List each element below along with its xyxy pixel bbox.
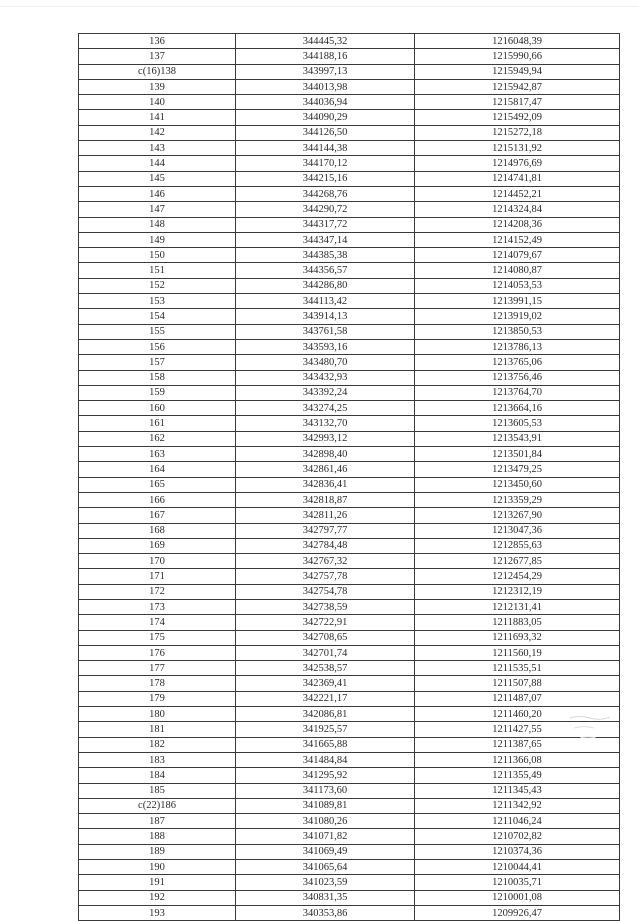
y-coordinate-cell: 1213359,29 <box>415 492 620 507</box>
point-number-cell: 192 <box>79 890 236 905</box>
y-coordinate-cell: 1211366,08 <box>415 752 620 767</box>
table-row <box>79 141 620 156</box>
y-coordinate-cell: 1213850,53 <box>415 324 620 339</box>
x-coordinate-cell: 342708,65 <box>236 630 415 645</box>
y-coordinate-cell: 1211345,43 <box>415 783 620 798</box>
table-row <box>79 829 620 844</box>
point-number-cell: 169 <box>79 538 236 553</box>
table-row <box>79 95 620 110</box>
point-number-cell: 149 <box>79 232 236 247</box>
y-coordinate-cell: 1214152,49 <box>415 232 620 247</box>
x-coordinate-cell: 342861,46 <box>236 462 415 477</box>
point-number-cell: 137 <box>79 49 236 64</box>
table-row <box>79 691 620 706</box>
x-coordinate-cell: 343914,13 <box>236 309 415 324</box>
point-number-cell: 161 <box>79 416 236 431</box>
y-coordinate-cell: 1212855,63 <box>415 538 620 553</box>
point-number-cell: 176 <box>79 645 236 660</box>
x-coordinate-cell: 344286,80 <box>236 278 415 293</box>
y-coordinate-cell: 1209926,47 <box>415 905 620 920</box>
table-row <box>79 477 620 492</box>
point-number-cell: 152 <box>79 278 236 293</box>
x-coordinate-cell: 341069,49 <box>236 844 415 859</box>
x-coordinate-cell: 342086,81 <box>236 707 415 722</box>
x-coordinate-cell: 344385,38 <box>236 248 415 263</box>
point-number-cell: 143 <box>79 141 236 156</box>
point-number-cell: 145 <box>79 171 236 186</box>
x-coordinate-cell: 343480,70 <box>236 355 415 370</box>
y-coordinate-cell: 1215942,87 <box>415 79 620 94</box>
point-number-cell: 147 <box>79 202 236 217</box>
x-coordinate-cell: 344090,29 <box>236 110 415 125</box>
point-number-cell: 158 <box>79 370 236 385</box>
y-coordinate-cell: 1211046,24 <box>415 814 620 829</box>
point-number-cell: 165 <box>79 477 236 492</box>
table-row <box>79 339 620 354</box>
point-number-cell: 140 <box>79 95 236 110</box>
point-number-cell: 193 <box>79 905 236 920</box>
table-row <box>79 538 620 553</box>
table-row <box>79 630 620 645</box>
x-coordinate-cell: 342701,74 <box>236 645 415 660</box>
y-coordinate-cell: 1214324,84 <box>415 202 620 217</box>
page-top-edge <box>0 0 639 7</box>
point-number-cell: 144 <box>79 156 236 171</box>
table-row <box>79 798 620 813</box>
table-row <box>79 232 620 247</box>
y-coordinate-cell: 1213543,91 <box>415 431 620 446</box>
x-coordinate-cell: 341484,84 <box>236 752 415 767</box>
x-coordinate-cell: 343432,93 <box>236 370 415 385</box>
point-number-cell: 174 <box>79 615 236 630</box>
y-coordinate-cell: 1216048,39 <box>415 34 620 49</box>
table-row <box>79 217 620 232</box>
y-coordinate-cell: 1211693,32 <box>415 630 620 645</box>
table-row <box>79 844 620 859</box>
y-coordinate-cell: 1211487,07 <box>415 691 620 706</box>
y-coordinate-cell: 1214976,69 <box>415 156 620 171</box>
y-coordinate-cell: 1213450,60 <box>415 477 620 492</box>
table-row <box>79 263 620 278</box>
table-row <box>79 523 620 538</box>
y-coordinate-cell: 1212131,41 <box>415 599 620 614</box>
table-row <box>79 186 620 201</box>
table-row <box>79 355 620 370</box>
table-row <box>79 890 620 905</box>
point-number-cell: 150 <box>79 248 236 263</box>
point-number-cell: 177 <box>79 661 236 676</box>
x-coordinate-cell: 341089,81 <box>236 798 415 813</box>
x-coordinate-cell: 343132,70 <box>236 416 415 431</box>
x-coordinate-cell: 342993,12 <box>236 431 415 446</box>
table-row <box>79 202 620 217</box>
table-row <box>79 875 620 890</box>
coordinates-table <box>78 33 620 921</box>
point-number-cell: 167 <box>79 508 236 523</box>
point-number-cell: c(16)138 <box>79 64 236 79</box>
table-row <box>79 248 620 263</box>
y-coordinate-cell: 1211460,20 <box>415 707 620 722</box>
y-coordinate-cell: 1213479,25 <box>415 462 620 477</box>
table-row <box>79 569 620 584</box>
point-number-cell: 160 <box>79 401 236 416</box>
x-coordinate-cell: 342757,78 <box>236 569 415 584</box>
x-coordinate-cell: 344268,76 <box>236 186 415 201</box>
y-coordinate-cell: 1211883,05 <box>415 615 620 630</box>
point-number-cell: 175 <box>79 630 236 645</box>
table-row <box>79 752 620 767</box>
table-row <box>79 294 620 309</box>
point-number-cell: 166 <box>79 492 236 507</box>
point-number-cell: 183 <box>79 752 236 767</box>
x-coordinate-cell: 342738,59 <box>236 599 415 614</box>
y-coordinate-cell: 1215949,94 <box>415 64 620 79</box>
table-row <box>79 615 620 630</box>
table-row <box>79 34 620 49</box>
x-coordinate-cell: 340831,35 <box>236 890 415 905</box>
table-row <box>79 676 620 691</box>
y-coordinate-cell: 1211507,88 <box>415 676 620 691</box>
point-number-cell: 190 <box>79 860 236 875</box>
table-row <box>79 645 620 660</box>
point-number-cell: 191 <box>79 875 236 890</box>
table-row <box>79 278 620 293</box>
y-coordinate-cell: 1211355,49 <box>415 768 620 783</box>
y-coordinate-cell: 1210035,71 <box>415 875 620 890</box>
table-row <box>79 171 620 186</box>
x-coordinate-cell: 343593,16 <box>236 339 415 354</box>
point-number-cell: 148 <box>79 217 236 232</box>
point-number-cell: 181 <box>79 722 236 737</box>
point-number-cell: 153 <box>79 294 236 309</box>
table-row <box>79 554 620 569</box>
y-coordinate-cell: 1212312,19 <box>415 584 620 599</box>
x-coordinate-cell: 344356,57 <box>236 263 415 278</box>
point-number-cell: 180 <box>79 707 236 722</box>
margin-pencil-mark <box>566 712 612 742</box>
y-coordinate-cell: 1213786,13 <box>415 339 620 354</box>
y-coordinate-cell: 1210374,36 <box>415 844 620 859</box>
x-coordinate-cell: 344144,38 <box>236 141 415 156</box>
table-row <box>79 64 620 79</box>
table-row <box>79 707 620 722</box>
point-number-cell: 164 <box>79 462 236 477</box>
x-coordinate-cell: 342784,48 <box>236 538 415 553</box>
table-row <box>79 783 620 798</box>
x-coordinate-cell: 342754,78 <box>236 584 415 599</box>
point-number-cell: 188 <box>79 829 236 844</box>
y-coordinate-cell: 1213501,84 <box>415 447 620 462</box>
point-number-cell: 136 <box>79 34 236 49</box>
table-row <box>79 737 620 752</box>
x-coordinate-cell: 340353,86 <box>236 905 415 920</box>
y-coordinate-cell: 1211535,51 <box>415 661 620 676</box>
table-row <box>79 722 620 737</box>
point-number-cell: 141 <box>79 110 236 125</box>
x-coordinate-cell: 342818,87 <box>236 492 415 507</box>
table-row <box>79 508 620 523</box>
table-row <box>79 49 620 64</box>
x-coordinate-cell: 344347,14 <box>236 232 415 247</box>
point-number-cell: 139 <box>79 79 236 94</box>
x-coordinate-cell: 343274,25 <box>236 401 415 416</box>
y-coordinate-cell: 1214208,36 <box>415 217 620 232</box>
table-row <box>79 309 620 324</box>
point-number-cell: 156 <box>79 339 236 354</box>
x-coordinate-cell: 342722,91 <box>236 615 415 630</box>
x-coordinate-cell: 341173,60 <box>236 783 415 798</box>
y-coordinate-cell: 1210001,08 <box>415 890 620 905</box>
table-row <box>79 462 620 477</box>
y-coordinate-cell: 1213664,16 <box>415 401 620 416</box>
point-number-cell: 173 <box>79 599 236 614</box>
point-number-cell: 162 <box>79 431 236 446</box>
y-coordinate-cell: 1213047,36 <box>415 523 620 538</box>
x-coordinate-cell: 341665,88 <box>236 737 415 752</box>
point-number-cell: 155 <box>79 324 236 339</box>
table-row <box>79 370 620 385</box>
x-coordinate-cell: 342797,77 <box>236 523 415 538</box>
y-coordinate-cell: 1215817,47 <box>415 95 620 110</box>
point-number-cell: 182 <box>79 737 236 752</box>
y-coordinate-cell: 1213765,06 <box>415 355 620 370</box>
x-coordinate-cell: 342369,41 <box>236 676 415 691</box>
x-coordinate-cell: 344188,16 <box>236 49 415 64</box>
y-coordinate-cell: 1215990,66 <box>415 49 620 64</box>
x-coordinate-cell: 341065,64 <box>236 860 415 875</box>
x-coordinate-cell: 344170,12 <box>236 156 415 171</box>
table-row <box>79 431 620 446</box>
y-coordinate-cell: 1211560,19 <box>415 645 620 660</box>
point-number-cell: 170 <box>79 554 236 569</box>
y-coordinate-cell: 1213267,90 <box>415 508 620 523</box>
x-coordinate-cell: 344126,50 <box>236 125 415 140</box>
point-number-cell: 146 <box>79 186 236 201</box>
x-coordinate-cell: 344317,72 <box>236 217 415 232</box>
point-number-cell: 151 <box>79 263 236 278</box>
table-row <box>79 661 620 676</box>
y-coordinate-cell: 1212677,85 <box>415 554 620 569</box>
point-number-cell: 142 <box>79 125 236 140</box>
y-coordinate-cell: 1213605,53 <box>415 416 620 431</box>
y-coordinate-cell: 1210702,82 <box>415 829 620 844</box>
x-coordinate-cell: 342767,32 <box>236 554 415 569</box>
x-coordinate-cell: 344013,98 <box>236 79 415 94</box>
table-row <box>79 860 620 875</box>
point-number-cell: 189 <box>79 844 236 859</box>
point-number-cell: 184 <box>79 768 236 783</box>
table-row <box>79 385 620 400</box>
point-number-cell: 179 <box>79 691 236 706</box>
y-coordinate-cell: 1214053,53 <box>415 278 620 293</box>
point-number-cell: 171 <box>79 569 236 584</box>
y-coordinate-cell: 1213991,15 <box>415 294 620 309</box>
point-number-cell: 163 <box>79 447 236 462</box>
table-row <box>79 905 620 920</box>
x-coordinate-cell: 343392,24 <box>236 385 415 400</box>
table-row <box>79 447 620 462</box>
table-row <box>79 401 620 416</box>
coordinates-table-container <box>78 33 619 921</box>
point-number-cell: 159 <box>79 385 236 400</box>
point-number-cell: 157 <box>79 355 236 370</box>
x-coordinate-cell: 341925,57 <box>236 722 415 737</box>
y-coordinate-cell: 1214080,87 <box>415 263 620 278</box>
y-coordinate-cell: 1211342,92 <box>415 798 620 813</box>
y-coordinate-cell: 1211387,65 <box>415 737 620 752</box>
y-coordinate-cell: 1213919,02 <box>415 309 620 324</box>
x-coordinate-cell: 343997,13 <box>236 64 415 79</box>
point-number-cell: 185 <box>79 783 236 798</box>
x-coordinate-cell: 342221,17 <box>236 691 415 706</box>
point-number-cell: 168 <box>79 523 236 538</box>
table-row <box>79 110 620 125</box>
y-coordinate-cell: 1213764,70 <box>415 385 620 400</box>
table-row <box>79 324 620 339</box>
table-row <box>79 416 620 431</box>
table-row <box>79 79 620 94</box>
x-coordinate-cell: 342898,40 <box>236 447 415 462</box>
table-row <box>79 584 620 599</box>
point-number-cell: 178 <box>79 676 236 691</box>
x-coordinate-cell: 344215,16 <box>236 171 415 186</box>
y-coordinate-cell: 1214741,81 <box>415 171 620 186</box>
y-coordinate-cell: 1210044,41 <box>415 860 620 875</box>
x-coordinate-cell: 341023,59 <box>236 875 415 890</box>
x-coordinate-cell: 341295,92 <box>236 768 415 783</box>
x-coordinate-cell: 344113,42 <box>236 294 415 309</box>
x-coordinate-cell: 341080,26 <box>236 814 415 829</box>
coordinates-table-body <box>79 34 620 921</box>
point-number-cell: 172 <box>79 584 236 599</box>
x-coordinate-cell: 342538,57 <box>236 661 415 676</box>
x-coordinate-cell: 344290,72 <box>236 202 415 217</box>
x-coordinate-cell: 344445,32 <box>236 34 415 49</box>
table-row <box>79 814 620 829</box>
y-coordinate-cell: 1211427,55 <box>415 722 620 737</box>
x-coordinate-cell: 343761,58 <box>236 324 415 339</box>
table-row <box>79 768 620 783</box>
x-coordinate-cell: 342836,41 <box>236 477 415 492</box>
point-number-cell: c(22)186 <box>79 798 236 813</box>
table-row <box>79 599 620 614</box>
y-coordinate-cell: 1215272,18 <box>415 125 620 140</box>
x-coordinate-cell: 342811,26 <box>236 508 415 523</box>
x-coordinate-cell: 344036,94 <box>236 95 415 110</box>
y-coordinate-cell: 1213756,46 <box>415 370 620 385</box>
point-number-cell: 154 <box>79 309 236 324</box>
y-coordinate-cell: 1214079,67 <box>415 248 620 263</box>
table-row <box>79 125 620 140</box>
table-row <box>79 156 620 171</box>
point-number-cell: 187 <box>79 814 236 829</box>
table-row <box>79 492 620 507</box>
y-coordinate-cell: 1215131,92 <box>415 141 620 156</box>
y-coordinate-cell: 1212454,29 <box>415 569 620 584</box>
y-coordinate-cell: 1214452,21 <box>415 186 620 201</box>
x-coordinate-cell: 341071,82 <box>236 829 415 844</box>
y-coordinate-cell: 1215492,09 <box>415 110 620 125</box>
